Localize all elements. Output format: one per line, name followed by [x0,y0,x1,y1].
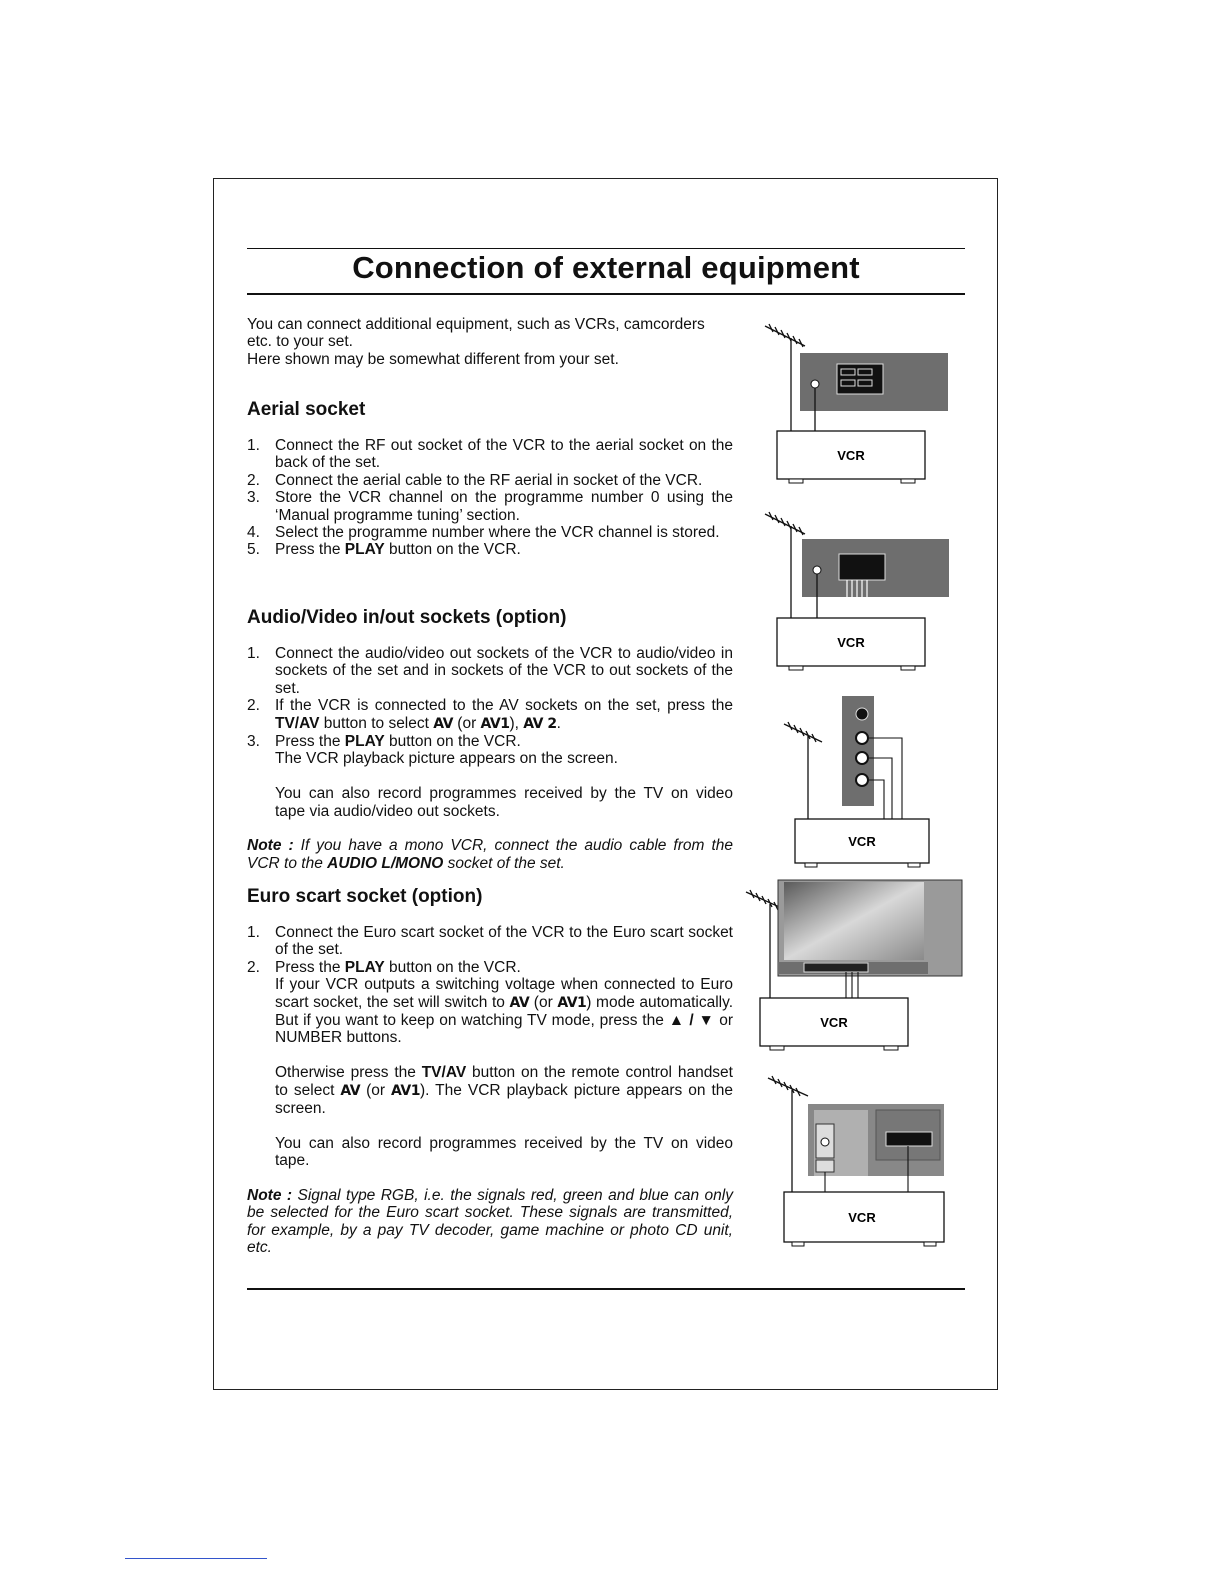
euro-step-2 [247,959,733,1170]
step-text: Connect the aerial cable to the RF aerial in socket of the VCR. [275,471,703,489]
av-mode-label: AV [340,1082,361,1099]
play-label: PLAY [344,541,385,559]
audio-r-socket-icon [856,774,868,786]
step-text: button on the VCR. [384,733,521,751]
step-number: 1. [247,437,260,454]
figure-av-connection [755,506,955,676]
video-socket-icon [856,732,868,744]
aerial-socket-icon [813,566,821,574]
step-text: button on the VCR. [384,958,521,976]
av-mode-label: AV [509,994,530,1011]
step-text: button to select [319,714,434,732]
tv-screen [784,882,924,960]
step-text: Otherwise press the [275,1064,422,1082]
step-number: 5. [247,541,260,559]
step-text: button on the remote control handset to select [275,1064,733,1099]
vcr-label: VCR [837,635,865,650]
scart-connector-icon [886,1132,932,1146]
av-step-2 [247,697,733,733]
aerial-heading: Aerial socket [247,399,366,420]
step-text: button on the VCR. [384,541,521,559]
step-text: . [556,714,561,732]
step-text: Press the [275,541,345,559]
figure-euro-scart-connection [742,878,964,1053]
av2-mode-label: AV 2 [523,715,557,732]
headphone-socket-icon [856,708,868,720]
av1-mode-label: AV1 [557,994,587,1011]
euro-step-1 [247,924,733,959]
note-text: socket of the set. [443,854,565,872]
step-text: ), [509,714,524,732]
vcr-label: VCR [820,1015,848,1030]
step-text: (or [529,993,558,1011]
aerial-step-1 [247,437,733,472]
av-step-1 [247,645,733,697]
step-number: 1. [247,645,260,662]
audio-mono-label: AUDIO L/MONO [327,854,444,872]
step-text: ). The VCR playback picture appears on the screen. [275,1081,733,1118]
step-text: Connect the RF out socket of the VCR to the aerial socket on the back of the set. [275,437,733,472]
step-number: 3. [247,733,260,751]
tvav-label: TV/AV [421,1064,467,1082]
vcr-label: VCR [848,834,876,849]
aerial-step-2 [247,472,733,489]
step-number: 2. [247,958,260,976]
antenna-icon [765,512,805,618]
step-text: If the VCR is connected to the AV sockets on the set, press the [275,697,733,715]
bottom-link-underline [125,1558,267,1559]
step-text: (or [360,1081,392,1099]
av-connector-icon [839,554,885,580]
step-text: ) mode automatically. But if you want to keep on watching TV mode, press the [275,993,733,1030]
vcr-label: VCR [848,1210,876,1225]
step-number: 3. [247,489,260,507]
aerial-step-4 [247,524,733,541]
av-steps [247,645,733,872]
step-text: If your VCR outputs a switching voltage when connected to Euro scart socket, the set will switch to [275,976,733,1011]
play-label: PLAY [344,733,385,751]
aerial-step-3 [247,489,733,524]
step-number: 1. [247,924,260,941]
euro-note [247,1187,733,1257]
av-note [247,837,733,872]
step-text: Connect the Euro scart socket of the VCR to the Euro scart socket of the set. [275,924,733,959]
step-number: 4. [247,524,260,542]
antenna-icon [768,1076,808,1192]
intro-line-1: You can connect additional equipment, such as VCRs, camcorders etc. to your set. [247,316,705,351]
step-number: 2. [247,471,260,489]
figure-scart-rear-connection [762,1072,952,1252]
title-underline [247,293,965,295]
av-heading: Audio/Video in/out sockets (option) [247,607,567,628]
page-title: Connection of external equipment [352,250,860,285]
step-text: Connect the audio/video out sockets of the VCR to audio/video in sockets of the set and in sockets of the VCR to out sockets of the set. [275,645,733,697]
note-text: Signal type RGB, i.e. the signals red, green and blue can only be selected for the Euro scart socket. These signals are transmitted, for example, by a pay TV decoder, game machine or photo CD unit, etc. [247,1187,733,1257]
step-text: Select the programme number where the VCR channel is stored. [275,524,720,542]
step-text: Press the [275,733,345,751]
note-label: Note : [247,1187,293,1205]
figure-side-av-connection [780,694,940,869]
step-text: or NUMBER buttons. [275,1012,733,1047]
vcr-label: VCR [837,448,865,463]
intro-text [247,316,733,368]
step-extra: You can also record programmes received by the TV on video tape via audio/video out sockets. [275,785,733,820]
av1-mode-label: AV1 [391,1082,420,1099]
scart-connector-icon [804,963,868,972]
av1-mode-label: AV1 [480,715,510,732]
step-text: The VCR playback picture appears on the screen. [275,750,618,768]
note-label: Note : [247,837,294,855]
note-text: If you have a mono VCR, connect the audio cable from the VCR to the [247,837,733,872]
av-mode-label: AV [433,715,453,732]
play-label: PLAY [344,958,385,976]
step-text: Store the VCR channel on the programme number 0 using the ‘Manual programme tuning’ section. [275,489,733,524]
euro-heading: Euro scart socket (option) [247,886,483,907]
aerial-socket-icon [821,1138,829,1146]
aerial-step-5 [247,541,733,558]
step-text: Press the [275,958,345,976]
arrow-buttons-label: ▲ / ▼ [668,1012,715,1030]
step-text: (or [452,714,481,732]
aerial-socket-icon [811,380,819,388]
top-rule [247,248,965,249]
aerial-steps [247,437,733,559]
tvav-label: TV/AV [275,714,320,732]
av-step-3 [247,733,733,820]
audio-l-socket-icon [856,752,868,764]
step-para-2 [275,1064,733,1117]
figure-aerial-connection [755,318,955,488]
euro-steps [247,924,733,1257]
bottom-rule [247,1288,965,1290]
step-para-3: You can also record programmes received by the TV on video tape. [275,1134,733,1170]
step-number: 2. [247,697,260,715]
antenna-icon [784,722,822,819]
intro-line-2: Here shown may be somewhat different from your set. [247,350,619,368]
